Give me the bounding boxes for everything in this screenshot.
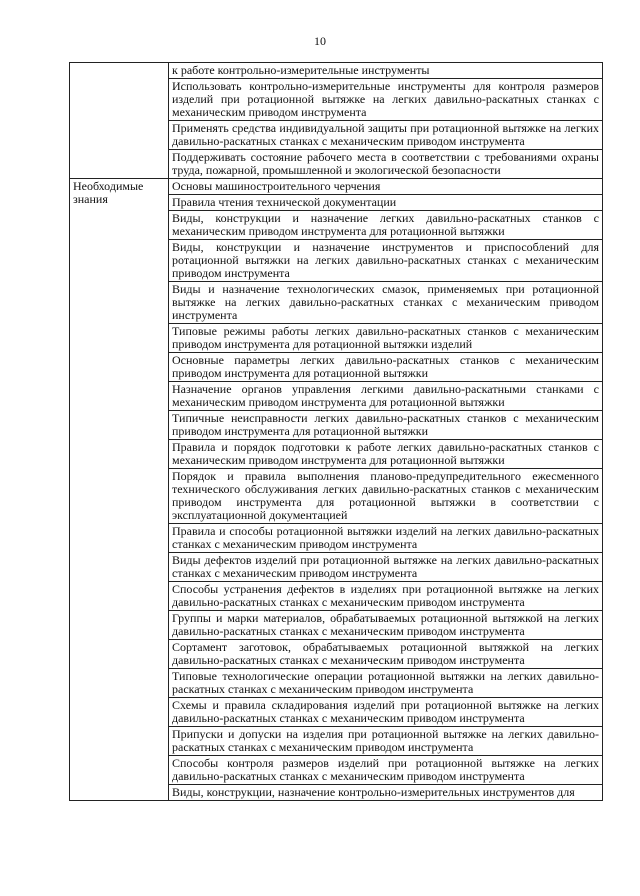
table-cell: Схемы и правила складирования изделий при ротационной вытяжке на легких давильно-раскатных станках с механическим приводом инструмента <box>169 698 603 727</box>
table-cell: Типовые технологические операции ротационной вытяжки на легких давильно-раскатных станках с механическим приводом инструмента <box>169 669 603 698</box>
table-cell: Правила и порядок подготовки к работе легких давильно-раскатных станков с механическим приводом инструмента для ротационной вытяжки <box>169 440 603 469</box>
skills-label-cell <box>70 63 169 179</box>
table-cell: Виды, конструкции и назначение инструментов и приспособлений для ротационной вытяжки на легких давильно-раскатных станках с механическим приводом инструмента <box>169 240 603 282</box>
table-cell: Правила чтения технической документации <box>169 195 603 211</box>
table-row <box>70 63 603 79</box>
table-cell: к работе контрольно-измерительные инструменты <box>169 63 603 79</box>
table-cell: Способы контроля размеров изделий при ротационной вытяжке на легких давильно-раскатных станках с механическим приводом инструмента <box>169 756 603 785</box>
table-cell: Виды, конструкции, назначение контрольно-измерительных инструментов для <box>169 785 603 801</box>
table-cell: Виды, конструкции и назначение легких давильно-раскатных станков с механическим приводом инструмента для ротационной вытяжки <box>169 211 603 240</box>
table-cell: Правила и способы ротационной вытяжки изделий на легких давильно-раскатных станках с механическим приводом инструмента <box>169 524 603 553</box>
table-cell: Поддерживать состояние рабочего места в соответствии с требованиями охраны труда, пожарной, промышленной и экологической безопасности <box>169 150 603 179</box>
table-cell: Виды дефектов изделий при ротационной вытяжке на легких давильно-раскатных станках с механическим приводом инструмента <box>169 553 603 582</box>
table-cell: Назначение органов управления легкими давильно-раскатными станками с механическим приводом инструмента для ротационной вытяжки <box>169 382 603 411</box>
table-cell: Припуски и допуски на изделия при ротационной вытяжке на легких давильно-раскатных станках с механическим приводом инструмента <box>169 727 603 756</box>
knowledge-label: Необходимые знания <box>70 179 169 801</box>
table-cell: Основные параметры легких давильно-раскатных станков с механическим приводом инструмента для ротационной вытяжки <box>169 353 603 382</box>
table-cell: Основы машиностроительного черчения <box>169 179 603 195</box>
table-cell: Типовые режимы работы легких давильно-раскатных станков с механическим приводом инструмента для ротационной вытяжки изделий <box>169 324 603 353</box>
table-cell: Группы и марки материалов, обрабатываемых ротационной вытяжкой на легких давильно-раскатных станках с механическим приводом инструмента <box>169 611 603 640</box>
table-cell: Применять средства индивидуальной защиты при ротационной вытяжке на легких давильно-раскатных станках с механическим приводом инструмента <box>169 121 603 150</box>
table-cell: Способы устранения дефектов в изделиях при ротационной вытяжке на легких давильно-раскатных станках с механическим приводом инструмента <box>169 582 603 611</box>
table-cell: Порядок и правила выполнения планово-предупредительного ежесменного технического обслуживания легких давильно-раскатных станков с механическим приводом инструмента для ротационной вытяжки в соответствии с эксплуатационной документацией <box>169 469 603 524</box>
table-cell: Типичные неисправности легких давильно-раскатных станков с механическим приводом инструмента для ротационной вытяжки <box>169 411 603 440</box>
table-cell: Сортамент заготовок, обрабатываемых ротационной вытяжкой на легких давильно-раскатных станках с механическим приводом инструмента <box>169 640 603 669</box>
table-cell: Использовать контрольно-измерительные инструменты для контроля размеров изделий при ротационной вытяжке на легких давильно-раскатных станках с механическим приводом инструмента <box>169 79 603 121</box>
requirements-table <box>69 62 603 801</box>
table-row <box>70 179 603 195</box>
page-number: 10 <box>314 34 326 48</box>
table-cell: Виды и назначение технологических смазок, применяемых при ротационной вытяжке на легких давильно-раскатных станках с механическим приводом инструмента <box>169 282 603 324</box>
